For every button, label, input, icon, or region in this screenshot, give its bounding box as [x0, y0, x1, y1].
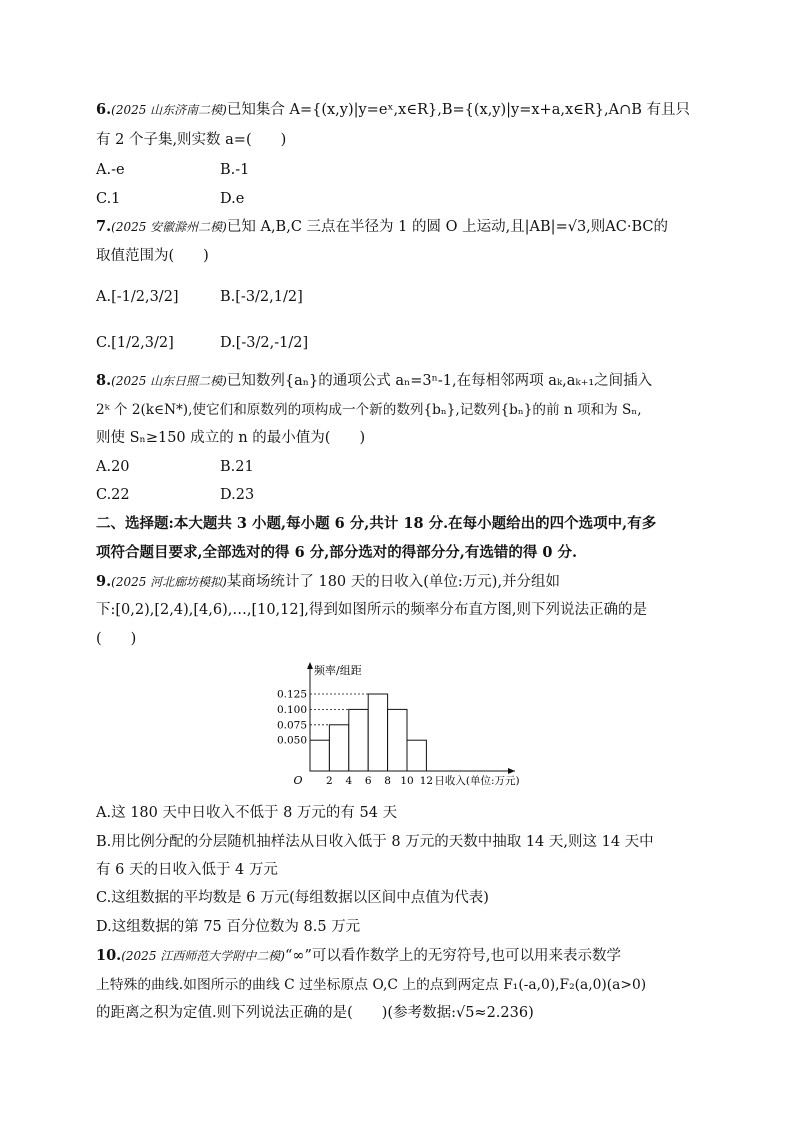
q7-line2: 取值范围为( ) [96, 248, 209, 264]
q8-line1 [96, 371, 652, 391]
q6-source: (2025 山东济南二模) [111, 103, 227, 117]
q10-text: “∞”可以看作数学上的无穷符号,也可以用来表示数学 [284, 948, 621, 964]
histogram-bar [329, 725, 348, 771]
q9-option-d: D.这组数据的第 75 百分位数为 8.5 万元 [96, 919, 361, 935]
q9-number: 9. [96, 573, 112, 590]
q6-line1 [96, 100, 690, 120]
q10-line3: 的距离之积为定值.则下列说法正确的是( )(参考数据:√5≈2.236) [96, 1005, 534, 1021]
y-axis-label: 频率/组距 [314, 664, 362, 677]
origin-label: O [293, 774, 303, 787]
section2-line1 [96, 514, 656, 534]
x-axis-arrow [508, 768, 515, 774]
q9-line1 [96, 572, 560, 592]
q10-line1 [96, 946, 621, 966]
q6-option-c: C.1 [96, 191, 121, 207]
q9-line2: 下:[0,2),[2,4),[4,6),…,[10,12],得到如图所示的频率分布直方图,则下列说法正确的是 [96, 602, 647, 618]
x-tick-label: 2 [326, 775, 333, 787]
q9-option-b: B.用比例分配的分层随机抽样法从日收入低于 8 万元的天数中抽取 14 天,则这 14 天中 [96, 834, 654, 850]
q6-number: 6. [96, 101, 112, 118]
q10-source: (2025 江西师范大学附中二模) [121, 949, 285, 963]
q8-line3: 则使 Sₙ≥150 成立的 n 的最小值为( ) [96, 430, 366, 446]
q10-line2: 上特殊的曲线.如图所示的曲线 C 过坐标原点 O,C 上的点到两定点 F₁(-a,0),F₂(a,0)(a>0) [96, 977, 647, 993]
q8-option-d: D.23 [220, 487, 255, 503]
q6-option-b: B.-1 [220, 162, 250, 178]
histogram-bar [349, 709, 368, 771]
q7-option-b: B.[-3/2,1/2] [220, 289, 303, 305]
q7-number: 7. [96, 218, 112, 235]
y-tick-label: 0.050 [276, 734, 307, 747]
x-tick-label: 12 [419, 775, 434, 787]
frequency-histogram [265, 658, 525, 788]
q8-line2: 2ᵏ 个 2(k∈N*),使它们和原数列的项构成一个新的数列{bₙ},记数列{bₙ}的前 n 项和为 Sₙ, [96, 402, 642, 418]
q8-option-b: B.21 [220, 459, 254, 475]
q8-source: (2025 山东日照二模) [111, 374, 227, 388]
y-tick-label: 0.075 [276, 719, 307, 732]
q9-option-b-cont: 有 6 天的日收入低于 4 万元 [96, 862, 278, 878]
x-tick-label: 10 [400, 775, 414, 787]
histogram-bar [310, 740, 329, 771]
y-tick-label: 0.100 [276, 703, 307, 716]
q9-option-c: C.这组数据的平均数是 6 万元(每组数据以区间中点值为代表) [96, 890, 489, 906]
section2-instruction: 在每小题给出的四个选项中,有多 [448, 515, 657, 532]
q8-text: 已知数列{aₙ}的通项公式 aₙ=3ⁿ-1,在每相邻两项 aₖ,aₖ₊₁之间插入 [226, 373, 653, 389]
section2-heading: 二、选择题:本大题共 3 小题,每小题 6 分,共计 18 分. [96, 515, 449, 532]
q8-option-a: A.20 [96, 459, 130, 475]
q6-option-d: D.e [220, 191, 245, 207]
x-tick-label: 8 [384, 775, 391, 787]
q8-number: 8. [96, 372, 112, 389]
q6-line2: 有 2 个子集,则实数 a=( ) [96, 132, 287, 148]
y-tick-label: 0.125 [276, 688, 307, 701]
q9-line3: ( ) [96, 631, 137, 647]
section2-line2: 项符合题目要求,全部选对的得 6 分,部分选对的得部分分,有选错的得 0 分. [96, 544, 578, 561]
q7-option-a: A.[-1/2,3/2] [96, 289, 179, 305]
q7-option-c: C.[1/2,3/2] [96, 335, 174, 351]
histogram-bar [388, 709, 407, 771]
q8-option-c: C.22 [96, 487, 130, 503]
x-tick-label: 6 [364, 775, 372, 787]
q9-text: 某商场统计了 180 天的日收入(单位:万元),并分组如 [226, 574, 561, 590]
y-axis-arrow [307, 662, 313, 669]
q7-option-d: D.[-3/2,-1/2] [220, 335, 309, 351]
q7-line1 [96, 217, 668, 237]
q7-text: 已知 A,B,C 三点在半径为 1 的圆 O 上运动,且|AB|=√3,则AC·BC的 [226, 219, 668, 235]
q9-option-a: A.这 180 天中日收入不低于 8 万元的有 54 天 [96, 805, 398, 821]
x-axis-label: 日收入(单位:万元) [434, 775, 520, 787]
histogram-bar [368, 694, 387, 771]
q6-option-a: A.-e [96, 162, 125, 178]
q10-number: 10. [96, 947, 122, 964]
x-tick-label: 4 [345, 775, 353, 787]
q6-text: 已知集合 A={(x,y)|y=eˣ,x∈R},B={(x,y)|y=x+a,x∈R},A∩B 有且只 [226, 102, 691, 118]
q7-source: (2025 安徽滁州二模) [111, 220, 227, 234]
histogram-bar [407, 740, 426, 771]
q9-source: (2025 河北廊坊模拟) [111, 575, 227, 589]
